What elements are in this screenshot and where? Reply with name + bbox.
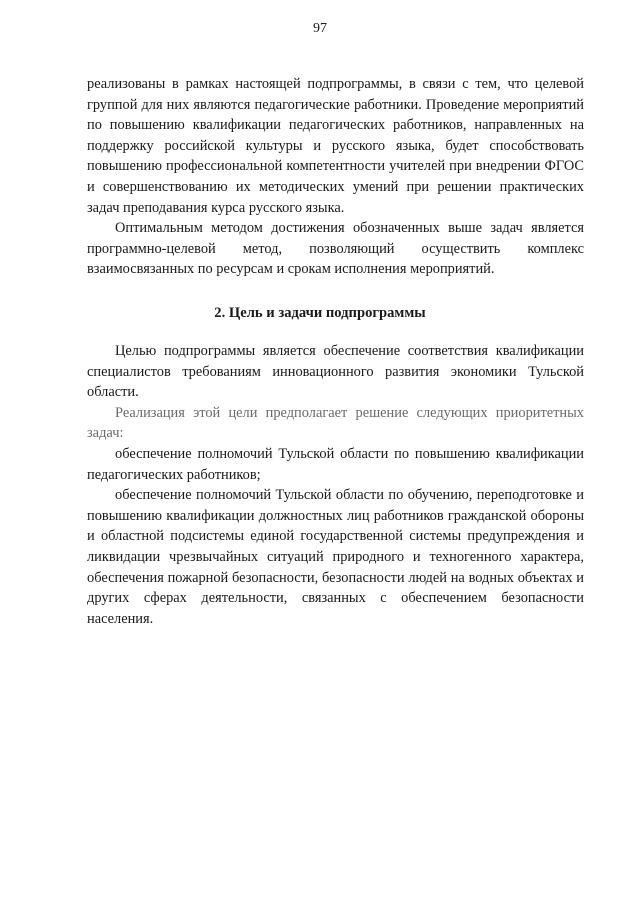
page-number: 97 bbox=[313, 21, 327, 36]
section-heading: 2. Цель и задачи подпрограммы bbox=[214, 305, 426, 321]
task-item: обеспечение полномочий Тульской области по обучению, переподготовке и повышению квалификации должностных лиц работников гражданской обороны и областной подсистемы единой государственной системы предупреждения и ликвидации чрезвычайных ситуаций природного и техногенного характера, обеспечения пожарной безопасности, безопасности людей на водных объектах и других сферах деятельности, связанных с обеспечением безопасности населения. bbox=[87, 487, 584, 627]
paragraph: Реализация этой цели предполагает решение следующих приоритетных задач: bbox=[87, 404, 584, 442]
paragraph: реализованы в рамках настоящей подпрограммы, в связи с тем, что целевой группой для них являются педагогические работники. Проведение мероприятий по повышению квалификации педагогических работников, направленных на поддержку российской культуры и русского языка, будет способствовать повышению профессиональной компетентности учителей при внедрении ФГОС и совершенствованию их методических умений при решении практических задач преподавания курса русского языка. bbox=[87, 76, 584, 216]
section2-text bbox=[87, 341, 584, 629]
section1-text bbox=[87, 74, 584, 280]
task-item: обеспечение полномочий Тульской области по повышению квалификации педагогических работников; bbox=[87, 445, 584, 483]
paragraph: Целью подпрограммы является обеспечение соответствия квалификации специалистов требованиям инновационного развития экономики Тульской области. bbox=[87, 343, 584, 401]
paragraph: Оптимальным методом достижения обозначенных выше задач является программно-целевой метод, позволяющий осуществить комплекс взаимосвязанных по ресурсам и срокам исполнения мероприятий. bbox=[87, 220, 584, 278]
